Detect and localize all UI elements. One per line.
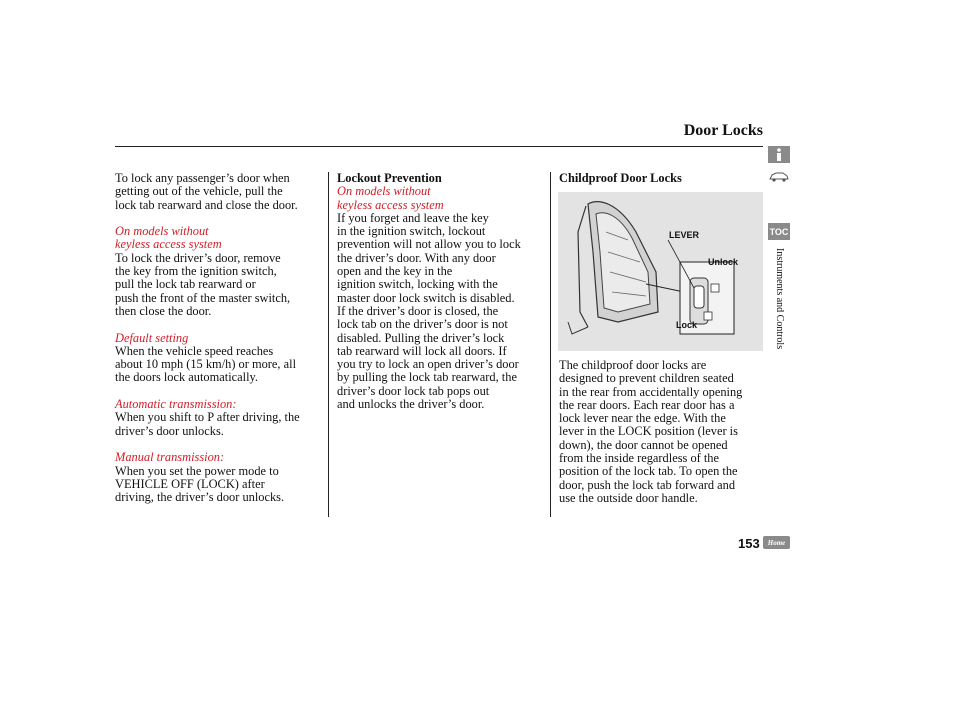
section-label: Instruments and Controls [774,248,785,350]
paragraph-childproof: The childproof door locks are designed to prevent children seated in the rear from accidentally opening the rear doors. Each rear door has a lock lever near the edge. With the lever in the LOCK position (lever is down), the door cannot be opened from the inside regardless of the position of the lock tab. To open the door, push the lock tab forward and use the outside door handle. [559,358,743,505]
column-divider-1 [328,172,329,517]
paragraph-lockout: If you forget and leave the key in the ignition switch, lockout prevention will not allow you to lock the driver’s door. With any door open and the key in the ignition switch, locking with the master door lock switch is disabled. If the driver’s door is closed, the lock tab on the driver’s door is not disabled. Pulling the driver’s lock tab rearward will lock all doors. If you try to lock an open driver’s door by pulling the lock tab rearward, the driver’s door lock tab pops out and unlocks the driver’s door. [337,210,521,412]
note-automatic-transmission: Automatic transmission: [115,397,237,412]
car-icon [768,171,790,183]
note-manual-transmission: Manual transmission: [115,450,225,465]
column-3 [559,172,764,185]
column-3-body [559,359,764,505]
home-label: Home [767,538,786,547]
label-lock: Lock [676,320,698,330]
column-divider-2 [550,172,551,517]
header-rule [115,146,763,147]
heading-lockout-prevention: Lockout Prevention [337,171,442,185]
page-number: 153 [738,536,760,551]
vehicle-tab[interactable] [768,168,790,185]
childproof-lock-illustration [558,192,763,351]
label-lever: LEVER [669,230,700,240]
info-icon [774,148,784,162]
note-without-keyless: On models without keyless access system [115,224,222,252]
page-title: Door Locks [683,122,763,139]
toc-tab[interactable] [768,223,790,240]
label-unlock: Unlock [708,257,739,267]
paragraph-auto-unlock-mt: When you set the power mode to VEHICLE OFF (LOCK) after driving, the driver’s door unlocks. [115,463,285,505]
paragraph-lock-passenger: To lock any passenger’s door when getting out of the vehicle, pull the lock tab rearward and close the door. [115,171,298,212]
toc-label: TOC [769,226,789,237]
home-button[interactable] [763,536,790,549]
note-default-setting: Default setting [115,330,189,345]
column-1 [115,172,325,504]
column-2 [337,172,547,411]
note-without-keyless-2: On models without keyless access system [337,184,444,212]
door-illustration [558,192,763,351]
paragraph-auto-unlock-at: When you shift to P after driving, the driver’s door unlocks. [115,410,300,438]
paragraph-auto-lock: When the vehicle speed reaches about 10 mph (15 km/h) or more, all the doors lock automatically. [115,343,297,385]
info-tab[interactable] [768,146,790,163]
paragraph-lock-driver: To lock the driver’s door, remove the key from the ignition switch, pull the lock tab rearward or push the front of the master switch, then close the door. [115,250,291,318]
heading-childproof: Childproof Door Locks [559,171,682,185]
